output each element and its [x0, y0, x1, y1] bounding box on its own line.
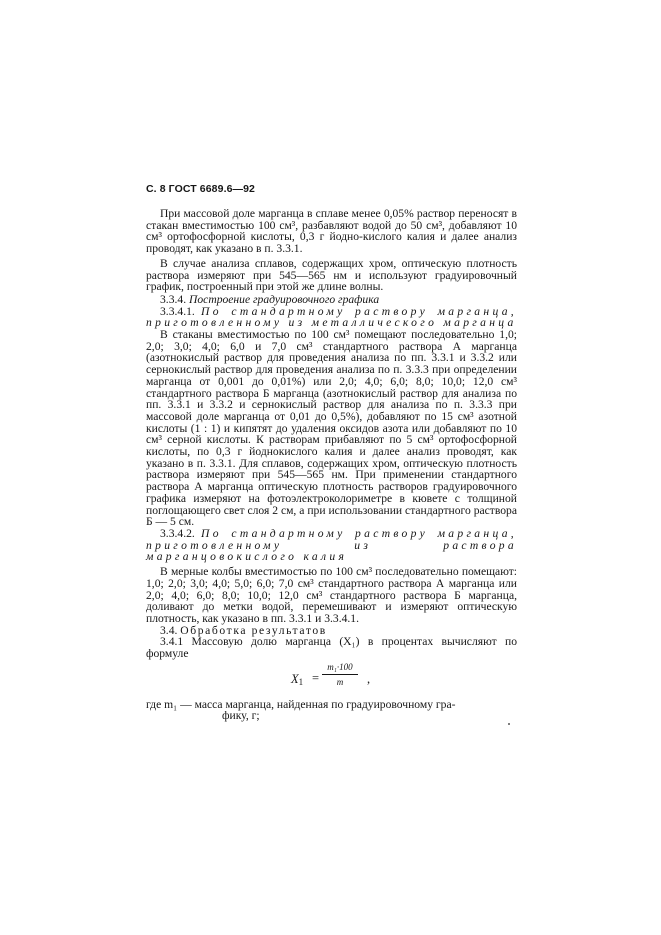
- formula-legend: [146, 699, 517, 722]
- paragraph-calibration-procedure: В стаканы вместимостью по 100 см³ помещают последовательно 1,0; 2,0; 3,0; 4,0; 6,0 и 7,0 см³ стандартного раствора А марганца (азотнокислый раствор для проведения анализа по пп. 3.3.1 и 3.3.2 или сернокислый раствор для проведения анализа по п. 3.3.3 при определении марганца от 0,001 до 0,01%) или 2,0; 4,0; 6,0; 8,0; 10,0; 12,0 см³ стандартного раствора Б марганца (азотнокислый раствор для анализа по пп. 3.3.1 и 3.3.2 и сернокислый раствор для анализа по п. 3.3.3 при массовой доле марганца от 0,01 до 0,5%), добавляют по 15 см³ азотной кислоты (1 : 1) и кипятят до удаления оксидов азота или добавляют по 10 см³ серной кислоты. К растворам прибавляют по 5 см³ ортофосфорной кислоты, по 0,3 г йоднокислого калия и далее анализ проводят, как указано в п. 3.3.1. Для сплавов, содержащих хром, оптическую плотность раствора измеряют при 545—565 нм. При применении стандартного раствора А марганца оптическую плотность растворов градуировочного графика измеряют на фотоэлектроколориметре в кювете с толщиной поглощающего свет слоя 2 см, а при использовании стандартного раствора Б — 5 см.: [146, 328, 517, 529]
- formula: [146, 662, 517, 696]
- paragraph-low-manganese: При массовой доле марганца в сплаве менее 0,05% раствор переносят в стакан вместимостью 100 см³, разбавляют водой до 50 см³, добавляют 10 см³ ортофосфорной кислоты, 0,3 г йодно-кислого калия и далее анализ проводят, как указано в п. 3.3.1.: [146, 207, 517, 256]
- section-number: 3.3.4.1.: [160, 304, 195, 318]
- section-number: 3.3.4.: [160, 292, 187, 306]
- paragraph-chromium-alloys: В случае анализа сплавов, содержащих хром, оптическую плотность раствора измеряют при 545—565 нм и используют градуировочный график, построенный при этой же длине волны.: [146, 256, 517, 294]
- section-3-3-4-1: [146, 306, 517, 329]
- document-body: [146, 208, 517, 722]
- formula-comma: ,: [367, 671, 371, 686]
- section-3-3-4-2: [146, 528, 517, 563]
- section-number: 3.4.: [160, 623, 178, 637]
- section-title: Обработка результатов: [180, 623, 327, 637]
- section-number: 3.3.4.2.: [160, 526, 195, 540]
- legend-line-2: фику, г;: [222, 709, 260, 723]
- paragraph-volumetric-flasks: В мерные колбы вместимостью по 100 см³ последовательно помещают: 1,0; 2,0; 3,0; 4,0; 5,0; 6,0; 7,0 см³ стандартного раствора А марганца или 2,0; 4,0; 6,0; 8,0; 10,0; 12,0 см³ стандартного раствора Б марганца, доливают до метки водой, перемешивают и измеряют оптическую плотность, как указано в пп. 3.3.1 и 3.3.4.1.: [146, 565, 517, 625]
- paragraph-calculation: 3.4.1 Массовую долю марганца (X₁) в процентах вычисляют по формуле: [146, 635, 517, 661]
- section-title: Построение градуировочного графика: [189, 292, 380, 306]
- formula-lhs: $X_1$: [291, 671, 304, 687]
- legend-line-1: где m₁ — масса марганца, найденная по градуировочному гра-: [146, 697, 456, 711]
- section-title: По стандартному раствору марганца, приготовленному из металлического марганца: [146, 304, 517, 330]
- formula-fraction: [322, 662, 358, 689]
- page-header: С. 8 ГОСТ 6689.6—92: [146, 183, 256, 195]
- formula-numerator: m₁·100: [322, 662, 358, 676]
- scan-speck: [508, 723, 510, 725]
- formula-denominator: m: [336, 677, 344, 688]
- section-title: По стандартному раствору марганца, приготовленному из раствора марганцовокислого калия: [146, 526, 517, 564]
- formula-equals: =: [312, 670, 320, 685]
